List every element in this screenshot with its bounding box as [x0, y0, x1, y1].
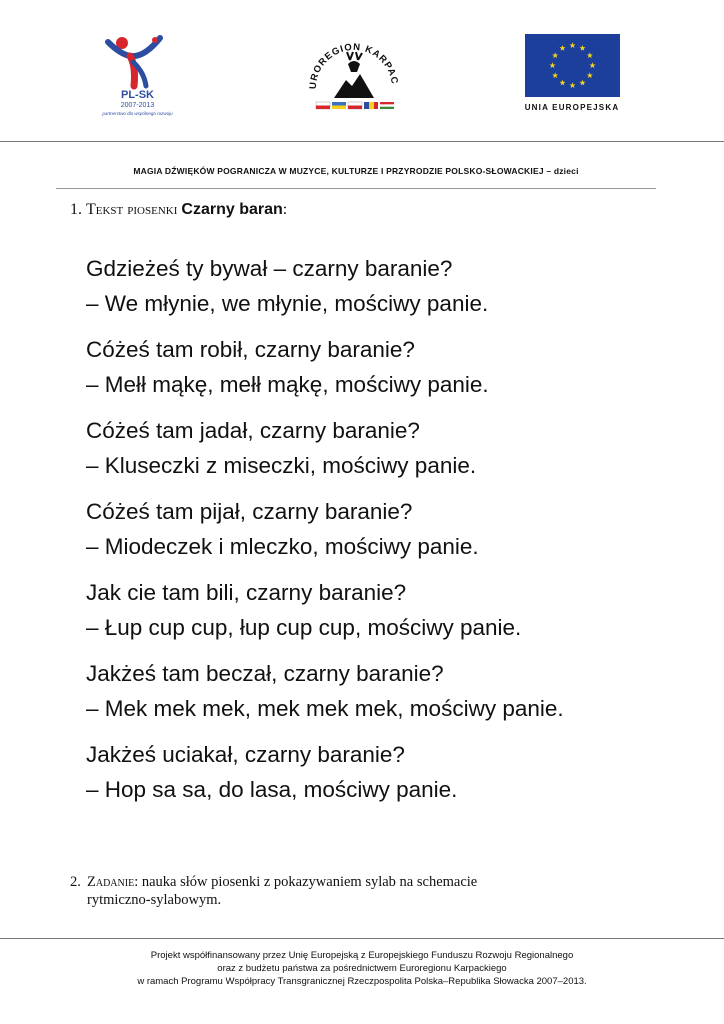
eu-logo	[522, 32, 622, 117]
eu-star-icon	[552, 72, 558, 78]
song-lyrics	[86, 252, 706, 819]
section-2-text-2: rytmiczno-sylabowym.	[87, 892, 222, 908]
eu-star-icon	[552, 52, 558, 58]
stanza	[86, 657, 706, 726]
eu-star-icon	[559, 45, 565, 51]
song-title: Czarny baran	[181, 201, 283, 218]
eu-star-icon	[589, 62, 595, 68]
eu-label: UNIA EUROPEJSKA	[524, 103, 620, 112]
lyric-answer: – We młynie, we młynie, mościwy panie.	[86, 290, 489, 316]
pl-sk-years: 2007-2013	[120, 102, 155, 109]
eu-star-icon	[559, 80, 565, 86]
pl-sk-label: PL-SK	[121, 89, 154, 101]
pl-sk-logo	[100, 32, 175, 122]
section-1-number: 1.	[70, 201, 82, 218]
lyric-answer: – Mek mek mek, mek mek mek, mościwy panie.	[86, 695, 564, 721]
pl-sk-figure-icon	[100, 32, 175, 90]
section-2-number: 2.	[70, 874, 81, 890]
footer-line: oraz z budżetu państwa za pośrednictwem Euroregionu Karpackiego	[217, 963, 507, 974]
eu-star-icon	[569, 82, 575, 88]
lyric-question: Cóżeś tam jadał, czarny baranie?	[86, 418, 420, 443]
lyric-question: Jak cie tam bili, czarny baranie?	[86, 580, 407, 605]
section-1-heading	[70, 201, 287, 219]
footer-divider	[0, 938, 724, 939]
eu-star-icon	[587, 52, 593, 58]
project-title	[56, 166, 656, 176]
stanza	[86, 576, 706, 645]
eu-star-icon	[579, 80, 585, 86]
lyric-question: Cóżeś tam robił, czarny baranie?	[86, 337, 415, 362]
pl-sk-tagline: partnerstwo dla wspólnego rozwoju	[102, 111, 173, 116]
project-title-suffix: – dzieci	[543, 166, 579, 176]
lyric-answer: – Łup cup cup, łup cup cup, mościwy panie.	[86, 614, 522, 640]
lyric-question: Jakżeś tam beczał, czarny baranie?	[86, 661, 444, 686]
title-divider	[56, 188, 656, 189]
funding-footer	[0, 949, 724, 988]
header-divider	[0, 141, 724, 142]
euroregion-emblem-icon	[300, 30, 408, 115]
project-title-main: MAGIA DŹWIĘKÓW POGRANICZA W MUZYCE, KULTURZE I PRZYRODZIE POLSKO-SŁOWACKIEJ	[133, 166, 544, 176]
section-2-text-1: : nauka słów piosenki z pokazywaniem sylab na schemacie	[134, 874, 478, 890]
eu-star-icon	[569, 42, 575, 48]
stanza	[86, 333, 706, 402]
lyric-answer: – Miodeczek i mleczko, mościwy panie.	[86, 533, 479, 559]
eu-star-icon	[587, 72, 593, 78]
lyric-answer: – Hop sa sa, do lasa, mościwy panie.	[86, 776, 458, 802]
svg-text:EUROREGION KARPACKI: UROREGION KARPAC	[307, 41, 400, 90]
section-2-task	[70, 873, 640, 909]
lyric-question: Cóżeś tam pijał, czarny baranie?	[86, 499, 413, 524]
eu-star-icon	[549, 62, 555, 68]
eu-star-icon	[579, 45, 585, 51]
lyric-question: Gdzieżeś ty bywał – czarny baranie?	[86, 256, 453, 281]
stanza	[86, 738, 706, 807]
section-2-label: Zadanie	[87, 874, 135, 890]
section-1-colon: :	[282, 201, 288, 218]
footer-line: w ramach Programu Współpracy Transgranicznej Rzeczpospolita Polska–Republika Słowacka 2007–2013.	[137, 976, 587, 987]
stanza	[86, 252, 706, 321]
section-1-label: Tekst piosenki	[86, 201, 178, 218]
lyric-answer: – Kluseczki z miseczki, mościwy panie.	[86, 452, 477, 478]
stanza	[86, 414, 706, 483]
eu-flag-icon	[525, 34, 620, 97]
euroregion-karpacki-logo	[300, 30, 408, 115]
stanza	[86, 495, 706, 564]
footer-line: Projekt współfinansowany przez Unię Europejską z Europejskiego Funduszu Rozwoju Regionalnego	[150, 950, 574, 961]
lyric-answer: – Mełł mąkę, mełł mąkę, mościwy panie.	[86, 371, 489, 397]
lyric-question: Jakżeś uciakał, czarny baranie?	[86, 742, 405, 767]
